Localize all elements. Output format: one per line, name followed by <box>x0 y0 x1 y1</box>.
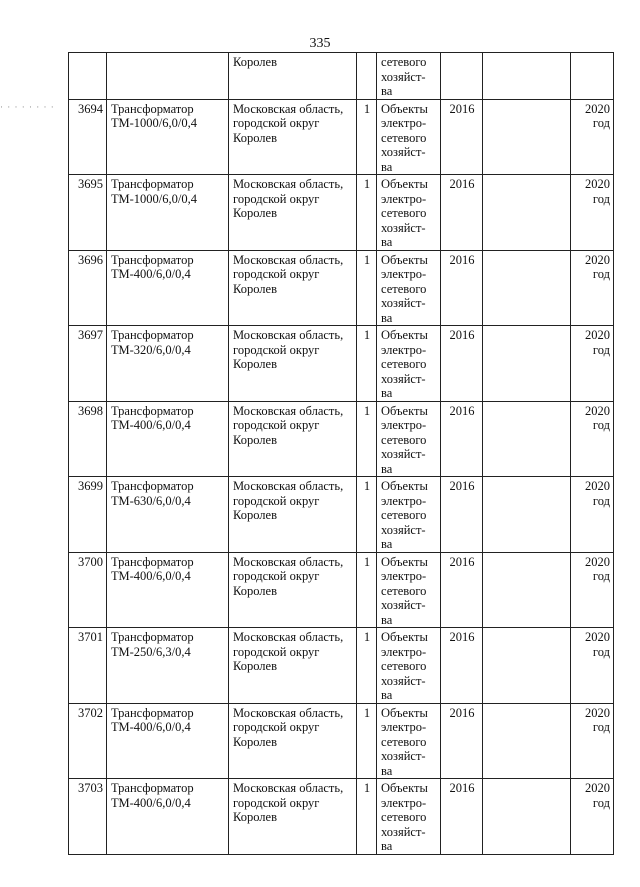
cell-name <box>107 53 229 100</box>
table-row <box>69 401 614 477</box>
cell-qty: 1 <box>357 703 377 779</box>
cell-qty: 1 <box>357 401 377 477</box>
cell-name: Трансформатор ТМ-1000/6,0/0,4 <box>107 99 229 175</box>
cell-location: Московская область, городской округ Королев <box>229 326 357 402</box>
cell-year <box>441 53 483 100</box>
cell-term: 2020 год <box>571 628 614 704</box>
registry-table-body <box>69 53 614 855</box>
cell-extra <box>483 552 571 628</box>
cell-name: Трансформатор ТМ-1000/6,0/0,4 <box>107 175 229 251</box>
cell-qty: 1 <box>357 250 377 326</box>
registry-table <box>68 52 614 855</box>
cell-year: 2016 <box>441 99 483 175</box>
cell-extra <box>483 703 571 779</box>
cell-extra <box>483 99 571 175</box>
cell-qty: 1 <box>357 552 377 628</box>
cell-year: 2016 <box>441 250 483 326</box>
cell-num: 3699 <box>69 477 107 553</box>
cell-num: 3700 <box>69 552 107 628</box>
page-number: 335 <box>309 36 331 51</box>
cell-extra <box>483 779 571 855</box>
cell-term: 2020 год <box>571 703 614 779</box>
cell-name: Трансформатор ТМ-400/6,0/0,4 <box>107 401 229 477</box>
table-row <box>69 175 614 251</box>
cell-location: Московская область, городской округ Королев <box>229 628 357 704</box>
cell-name: Трансформатор ТМ-630/6,0/0,4 <box>107 477 229 553</box>
table-row <box>69 628 614 704</box>
cell-category: Объекты электро- сетевого хозяйст- ва <box>377 552 441 628</box>
cell-location: Московская область, городской округ Королев <box>229 552 357 628</box>
table-row <box>69 552 614 628</box>
cell-location: Московская область, городской округ Королев <box>229 703 357 779</box>
cell-qty: 1 <box>357 175 377 251</box>
table-row <box>69 703 614 779</box>
table-row <box>69 99 614 175</box>
cell-qty: 1 <box>357 477 377 553</box>
table-row <box>69 477 614 553</box>
cell-extra <box>483 175 571 251</box>
cell-year: 2016 <box>441 401 483 477</box>
cell-location: Московская область, городской округ Королев <box>229 477 357 553</box>
cell-location: Московская область, городской округ Королев <box>229 99 357 175</box>
cell-num: 3695 <box>69 175 107 251</box>
cell-term: 2020 год <box>571 552 614 628</box>
cell-qty: 1 <box>357 779 377 855</box>
cell-num: 3694 <box>69 99 107 175</box>
cell-name: Трансформатор ТМ-400/6,0/0,4 <box>107 552 229 628</box>
cell-qty: 1 <box>357 628 377 704</box>
cell-extra <box>483 53 571 100</box>
cell-category: Объекты электро- сетевого хозяйст- ва <box>377 703 441 779</box>
cell-category: Объекты электро- сетевого хозяйст- ва <box>377 401 441 477</box>
cell-category: Объекты электро- сетевого хозяйст- ва <box>377 99 441 175</box>
cell-term: 2020 год <box>571 779 614 855</box>
cell-category: Объекты электро- сетевого хозяйст- ва <box>377 477 441 553</box>
cell-num: 3701 <box>69 628 107 704</box>
cell-extra <box>483 628 571 704</box>
cell-year: 2016 <box>441 703 483 779</box>
cell-qty <box>357 53 377 100</box>
cell-category: Объекты электро- сетевого хозяйст- ва <box>377 175 441 251</box>
table-row-continuation <box>69 53 614 100</box>
cell-category: Объекты электро- сетевого хозяйст- ва <box>377 628 441 704</box>
cell-name: Трансформатор ТМ-250/6,3/0,4 <box>107 628 229 704</box>
cell-year: 2016 <box>441 326 483 402</box>
cell-name: Трансформатор ТМ-400/6,0/0,4 <box>107 779 229 855</box>
cell-category: сетевого хозяйст- ва <box>377 53 441 100</box>
cell-location: Московская область, городской округ Королев <box>229 175 357 251</box>
cell-year: 2016 <box>441 628 483 704</box>
cell-term: 2020 год <box>571 250 614 326</box>
cell-term: 2020 год <box>571 175 614 251</box>
cell-qty: 1 <box>357 326 377 402</box>
cell-extra <box>483 401 571 477</box>
cell-num: 3697 <box>69 326 107 402</box>
cell-term: 2020 год <box>571 477 614 553</box>
cell-name: Трансформатор ТМ-400/6,0/0,4 <box>107 250 229 326</box>
cell-num <box>69 53 107 100</box>
cell-extra <box>483 326 571 402</box>
cell-num: 3703 <box>69 779 107 855</box>
cell-location: Московская область, городской округ Королев <box>229 779 357 855</box>
cell-name: Трансформатор ТМ-400/6,0/0,4 <box>107 703 229 779</box>
cell-category: Объекты электро- сетевого хозяйст- ва <box>377 250 441 326</box>
table-row <box>69 326 614 402</box>
cell-year: 2016 <box>441 477 483 553</box>
cell-extra <box>483 250 571 326</box>
table-row <box>69 779 614 855</box>
cell-location: Московская область, городской округ Королев <box>229 401 357 477</box>
cell-name: Трансформатор ТМ-320/6,0/0,4 <box>107 326 229 402</box>
cell-extra <box>483 477 571 553</box>
scan-artifact: · · · · · · · · <box>0 102 55 112</box>
cell-term: 2020 год <box>571 326 614 402</box>
cell-category: Объекты электро- сетевого хозяйст- ва <box>377 326 441 402</box>
cell-category: Объекты электро- сетевого хозяйст- ва <box>377 779 441 855</box>
cell-location: Королев <box>229 53 357 100</box>
cell-location: Московская область, городской округ Королев <box>229 250 357 326</box>
cell-term: 2020 год <box>571 99 614 175</box>
cell-num: 3698 <box>69 401 107 477</box>
cell-year: 2016 <box>441 779 483 855</box>
cell-year: 2016 <box>441 175 483 251</box>
cell-term <box>571 53 614 100</box>
cell-term: 2020 год <box>571 401 614 477</box>
cell-qty: 1 <box>357 99 377 175</box>
cell-year: 2016 <box>441 552 483 628</box>
table-row <box>69 250 614 326</box>
cell-num: 3702 <box>69 703 107 779</box>
cell-num: 3696 <box>69 250 107 326</box>
